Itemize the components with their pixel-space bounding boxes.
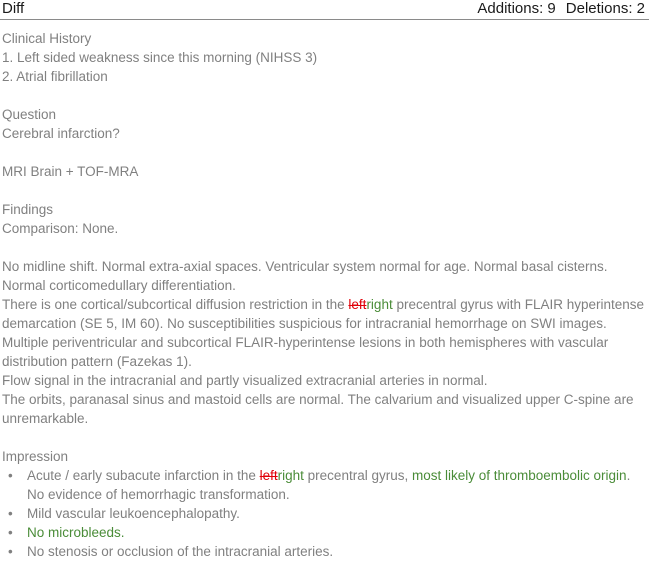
impression-2-text: Mild vascular leukoencephalopathy. [27, 506, 240, 521]
list-item [2, 466, 645, 504]
clinical-history-item-1: 1. Left sided weakness since this morning (NIHSS 3) [2, 50, 318, 65]
exam-line: MRI Brain + TOF-MRA [2, 164, 139, 179]
findings-paragraph-4: Flow signal in the intracranial and partly visualized extracranial arteries in normal. [2, 373, 488, 388]
findings-2-after: precentral gyrus with FLAIR hyperintense demarcation (SE 5, IM 60). No susceptibilities suspicious for intracranial hemorrhage on SWI images. [2, 297, 648, 331]
findings-paragraph-5: The orbits, paranasal sinus and mastoid cells are normal. The calvarium and visualized upper C-spine are unremarkable. [2, 392, 638, 426]
diff-title: Diff [2, 0, 25, 17]
spacer [2, 86, 645, 105]
question-text: Cerebral infarction? [2, 126, 120, 141]
impression-1-after: . No evidence of hemorrhagic transformation. [27, 468, 635, 502]
added-text-right: right [277, 468, 304, 483]
findings-paragraph-1: No midline shift. Normal extra-axial spaces. Ventricular system normal for age. Normal basal cisterns. Normal corticomedullary differentiation. [2, 259, 612, 293]
list-item [2, 504, 645, 523]
findings-2-before: There is one cortical/subcortical diffusion restriction in the [2, 297, 349, 312]
diff-body [0, 20, 649, 561]
question-heading: Question [2, 107, 57, 122]
impression-4-text: No stenosis or occlusion of the intracranial arteries. [27, 544, 334, 559]
spacer [2, 238, 645, 257]
findings-heading: Findings [2, 202, 54, 217]
impression-heading: Impression [2, 449, 69, 464]
impression-1-middle: precentral gyrus, [303, 468, 412, 483]
additions-count: Additions: 9 [477, 0, 556, 17]
list-item [2, 523, 645, 542]
added-text-thromboembolic: most likely of thromboembolic origin [411, 468, 627, 483]
spacer [2, 181, 645, 200]
impression-list [2, 466, 645, 561]
deleted-text-left: left [259, 468, 278, 483]
findings-paragraph-2 [2, 295, 648, 333]
clinical-history-item-2: 2. Atrial fibrillation [2, 69, 108, 84]
comparison-line: Comparison: None. [2, 221, 119, 236]
findings-paragraph-3: Multiple periventricular and subcortical FLAIR-hyperintense lesions in both hemispheres with vascular distribution pattern (Fazekas 1). [2, 335, 613, 369]
diff-header [0, 0, 649, 20]
deletions-count: Deletions: 2 [565, 0, 645, 17]
spacer [2, 428, 645, 447]
clinical-history-heading: Clinical History [2, 31, 92, 46]
diff-stats [477, 0, 645, 17]
list-item [2, 542, 645, 561]
added-text-right: right [366, 297, 393, 312]
spacer [2, 143, 645, 162]
deleted-text-left: left [348, 297, 367, 312]
added-text-no-microbleeds: No microbleeds. [27, 525, 125, 540]
impression-1-before: Acute / early subacute infarction in the [27, 468, 260, 483]
